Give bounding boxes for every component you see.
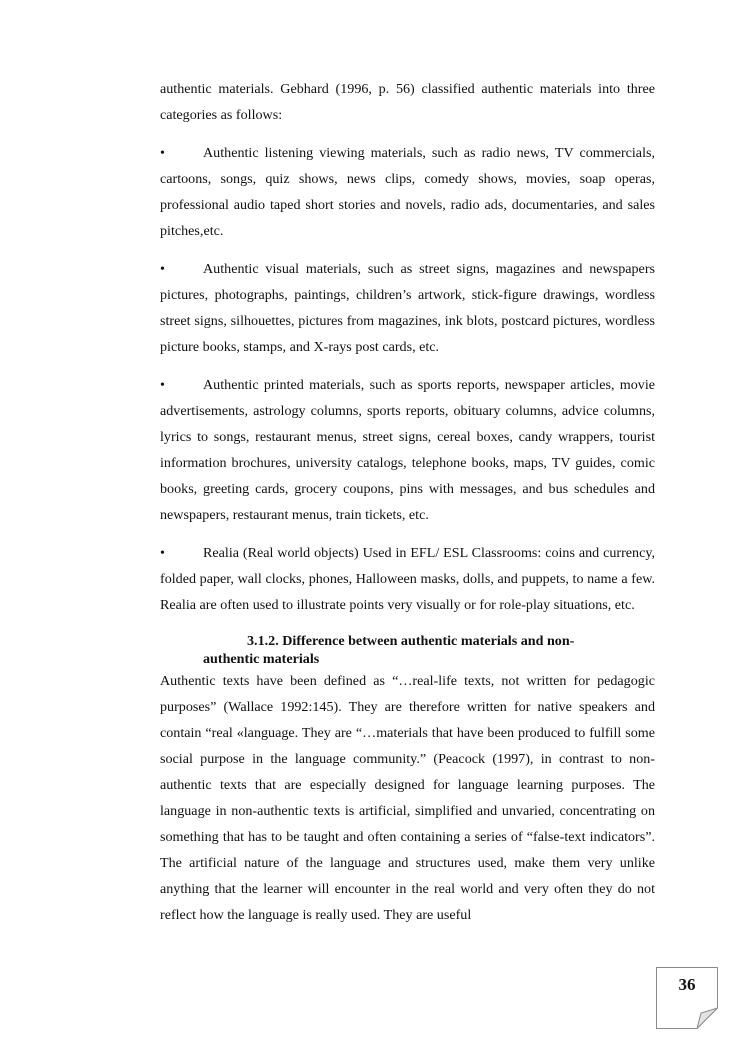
bullet-marker: • [160,545,165,561]
bullet-text: Authentic listening viewing materials, such as radio news, TV commercials, cartoons, songs, quiz shows, news clips, comedy shows, movies, soap operas, professional audio taped short stories and novels, radio ads, documentaries, and sales pitches,etc. [160,145,655,239]
bullet-text: Authentic printed materials, such as sports reports, newspaper articles, movie advertisements, astrology columns, sports reports, obituary columns, advice columns, lyrics to songs, restaurant menus, street signs, cereal boxes, candy wrappers, tourist information brochures, university catalogs, telephone books, maps, TV guides, comic books, greeting cards, grocery coupons, pins with messages, and bus schedules and newspapers, restaurant menus, train tickets, etc. [160,377,655,523]
body-paragraph: Authentic texts have been defined as “…real-life texts, not written for pedagogic purposes” (Wallace 1992:145). They are therefore written for native speakers and contain “real «language. They are “…materials that have been produced to fulfill some social purpose in the language community.” (Peacock (1997), in contrast to non-authentic texts that are especially designed for language learning purposes. The language in non-authentic texts is artificial, simplified and unvaried, concentrating on something that has to be taught and often containing a series of “false-text indicators”. The artificial nature of the language and structures used, make them very unlike anything that the learner will encounter in the real world and very often they do not reflect how the language is really used. They are useful [160,673,655,923]
bullet-text: Realia (Real world objects) Used in EFL/ ESL Classrooms: coins and currency, folded paper, wall clocks, phones, Halloween masks, dolls, and puppets, to name a few. Realia are often used to illustrate points very visually or for role-play situations, etc. [160,545,655,613]
section-heading-line1: 3.1.2. Difference between authentic materials and non- [247,633,575,649]
text-column [160,76,655,928]
bullet-item-realia [160,540,655,618]
section-heading [160,632,655,668]
bullet-item-visual [160,256,655,360]
page-number-box [656,967,718,1029]
bullet-item-printed [160,372,655,528]
bullet-marker: • [160,377,165,393]
intro-paragraph: authentic materials. Gebhard (1996, p. 56) classified authentic materials into three categories as follows: [160,81,655,123]
page-number: 36 [678,975,696,994]
section-heading-line2: authentic materials [203,651,320,667]
bullet-marker: • [160,261,165,277]
bullet-marker: • [160,145,165,161]
bullet-item-listening [160,140,655,244]
bullet-text: Authentic visual materials, such as street signs, magazines and newspapers pictures, photographs, paintings, children’s artwork, stick-figure drawings, wordless street signs, silhouettes, pictures from magazines, ink blots, postcard pictures, wordless picture books, stamps, and X-rays post cards, etc. [160,261,655,355]
